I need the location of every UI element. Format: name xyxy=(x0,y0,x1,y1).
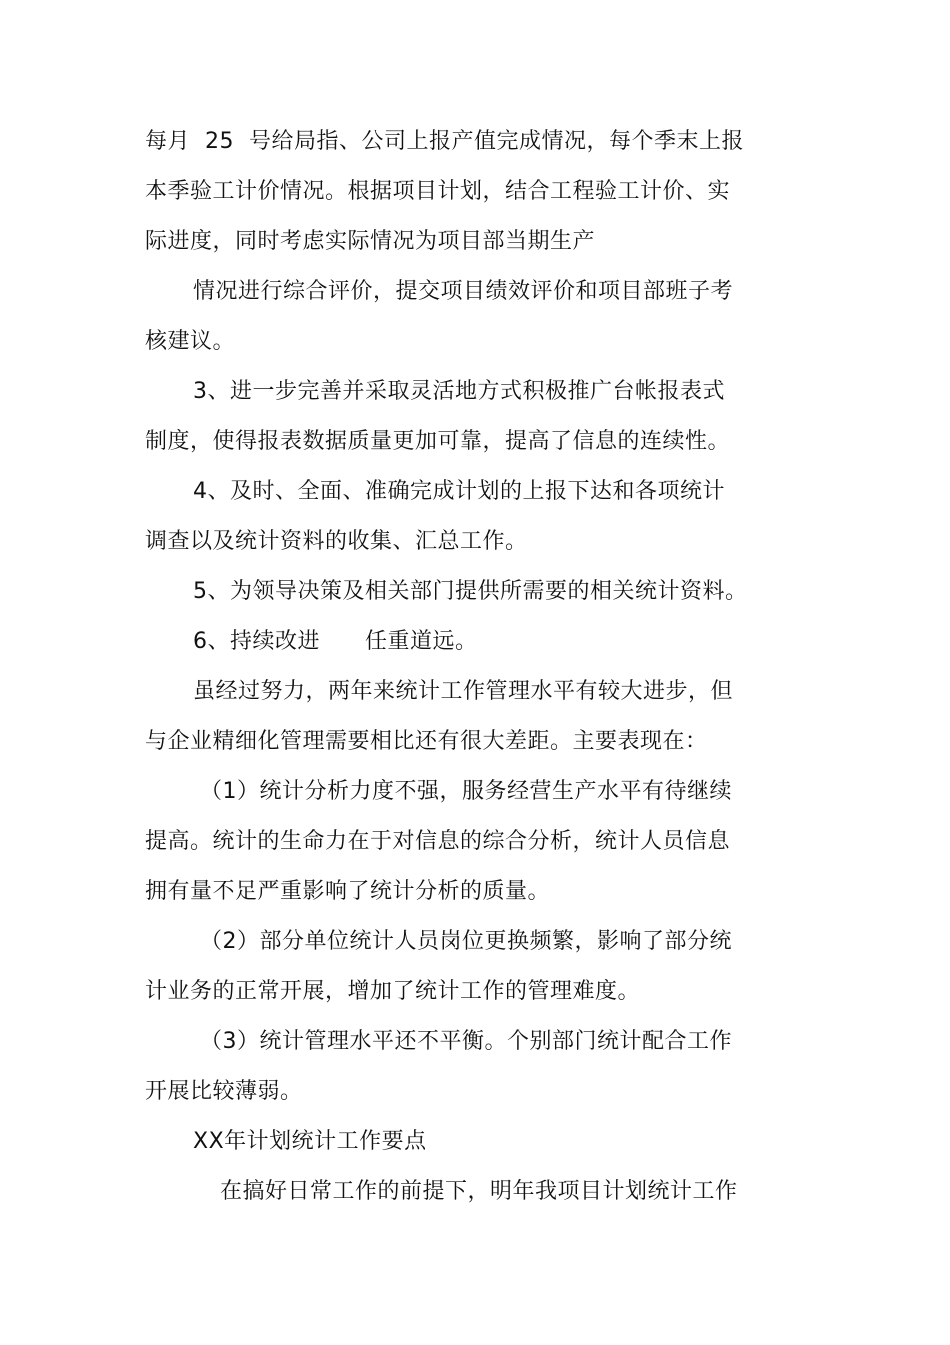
text-line: 4、及时、全面、准确完成计划的上报下达和各项统计 xyxy=(193,479,725,504)
text-line: 3、进一步完善并采取灵活地方式积极推广台帐报表式 xyxy=(193,379,725,404)
text-line: （2）部分单位统计人员岗位更换频繁，影响了部分统 xyxy=(200,929,732,954)
section-heading: XX年计划统计工作要点 xyxy=(193,1129,427,1154)
text-line: 每月 25 号给局指、公司上报产值完成情况，每个季末上报 xyxy=(145,129,744,154)
text-line: 与企业精细化管理需要相比还有很大差距。主要表现在： xyxy=(145,729,708,754)
text-line: 虽经过努力，两年来统计工作管理水平有较大进步，但 xyxy=(193,679,734,704)
text-line: 拥有量不足严重影响了统计分析的质量。 xyxy=(145,879,551,904)
text-line: 调查以及统计资料的收集、汇总工作。 xyxy=(145,529,528,554)
text-line: 本季验工计价情况。根据项目计划，结合工程验工计价、实 xyxy=(145,179,731,204)
text-line: 际进度，同时考虑实际情况为项目部当期生产 xyxy=(145,229,596,254)
text-line: 制度，使得报表数据质量更加可靠，提高了信息的连续性。 xyxy=(145,429,731,454)
text-line: 在搞好日常工作的前提下，明年我项目计划统计工作 xyxy=(220,1179,738,1204)
text-line: 开展比较薄弱。 xyxy=(145,1079,303,1104)
text-line: 计业务的正常开展，增加了统计工作的管理难度。 xyxy=(145,979,641,1004)
text-line: 核建议。 xyxy=(145,329,236,354)
text-line: 情况进行综合评价，提交项目绩效评价和项目部班子考 xyxy=(193,279,734,304)
text-line: 5、为领导决策及相关部门提供所需要的相关统计资料。 xyxy=(193,579,748,604)
text-line: （3）统计管理水平还不平衡。个别部门统计配合工作 xyxy=(200,1029,732,1054)
text-line: 提高。统计的生命力在于对信息的综合分析，统计人员信息 xyxy=(145,829,731,854)
text-line: 6、持续改进 任重道远。 xyxy=(193,629,478,654)
text-line: （1）统计分析力度不强，服务经营生产水平有待继续 xyxy=(200,779,732,804)
